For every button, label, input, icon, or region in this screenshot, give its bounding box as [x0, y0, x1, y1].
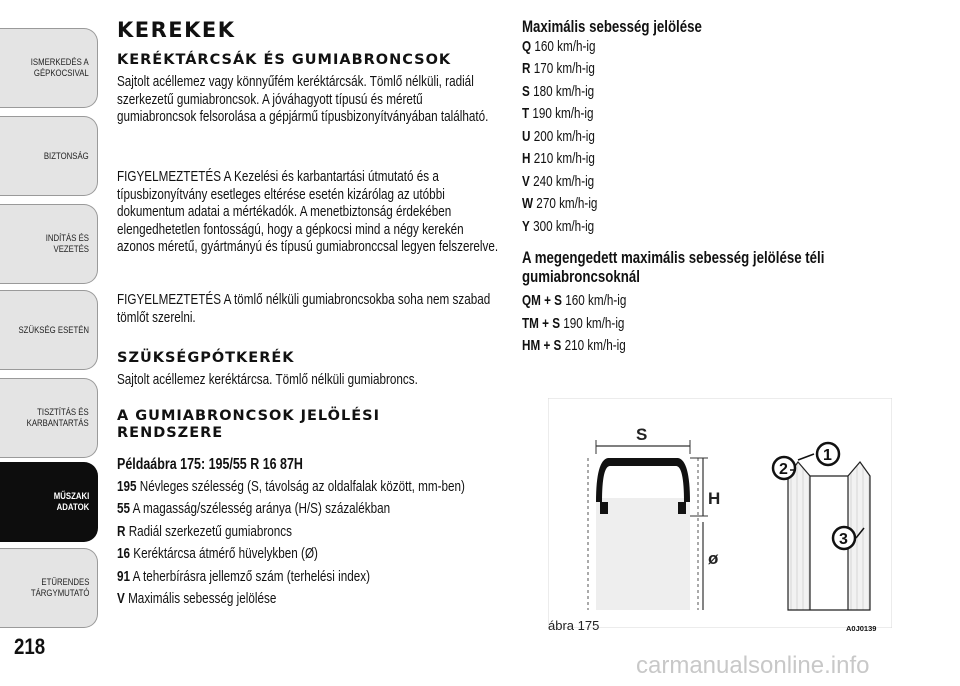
list-item: [117, 543, 502, 566]
list-item: T 190 km/h-ig: [522, 105, 594, 122]
item-code: 91: [117, 567, 131, 585]
tab-biztonsag[interactable]: [0, 116, 98, 196]
right-column: [522, 18, 922, 358]
tab-label: TISZTÍTÁS ÉS KARBANTARTÁS: [26, 407, 89, 429]
height-label: H: [708, 489, 721, 508]
list-item: [117, 588, 502, 611]
item-text: Maximális sebesség jelölése: [128, 590, 277, 607]
tab-label: ISMERKEDÉS A GÉPKOCSIVAL: [30, 57, 89, 79]
marking-heading: A GUMIABRONCSOK JELÖLÉSI RENDSZERE: [117, 408, 380, 441]
list-item: [117, 498, 502, 521]
item-code: 16: [117, 545, 131, 562]
list-item: R 170 km/h-ig: [522, 60, 595, 77]
tab-targymutato[interactable]: [0, 548, 98, 628]
item-code: V: [117, 590, 125, 607]
list-item: [117, 521, 502, 544]
list-item: HM + S 210 km/h-ig: [522, 337, 626, 354]
paragraph-text: Sajtolt acéllemez vagy könnyűfém keréktárcsák. Tömlő nélküli, radiál szerkezetű gumiabroncsok. A jóváhagyott típusú és méretű gumiabroncsok felsorolása a gépjármű típusbizonyítványában található.: [117, 73, 489, 125]
speed-list: [522, 36, 922, 239]
winter-list: [522, 290, 922, 358]
marking-list: [117, 476, 502, 611]
item-code: 55: [117, 500, 131, 517]
paragraph-text: Sajtolt acéllemez keréktárcsa. Tömlő nélküli gumiabroncs.: [117, 371, 418, 388]
tab-label: INDÍTÁS ÉS VEZETÉS: [45, 233, 89, 255]
paragraph-text: FIGYELMEZTETÉS A Kezelési és karbantartási útmutató és a típusbizonyítvány esetleges eltérése esetén kizárólag az utóbbi dokumentum adatai a mértékadók. A menetbiztonság érdekében elengedhetetlen fontosságú, hogy a gépkocsi mind a négy kerekén azonos méretű, gyártmányú és típusú gumiabronccsal legyen felszerelve.: [117, 168, 499, 255]
paragraph-warning-2: [117, 291, 502, 339]
diameter-label: ø: [708, 549, 719, 568]
figure-code: A0J0139: [846, 624, 877, 633]
example-text: Példaábra 175: 195/55 R 16 87H: [117, 456, 303, 473]
item-text: Névleges szélesség (S, távolság az oldalfalak között, mm-ben): [139, 477, 465, 495]
list-item: V 240 km/h-ig: [522, 172, 595, 190]
winter-heading: A megengedett maximális sebesség jelölése téli gumiabroncsoknál: [522, 248, 825, 286]
callout-1: 1: [823, 447, 832, 464]
callout-3: 3: [839, 531, 848, 548]
tire-cross-section-figure: [548, 398, 892, 628]
tab-ismerkedes[interactable]: [0, 28, 98, 108]
tab-inditas[interactable]: [0, 204, 98, 284]
item-text: Radiál szerkezetű gumiabroncs: [128, 522, 292, 540]
item-text: A magasság/szélesség aránya (H/S) százalékban: [132, 500, 391, 517]
page-title: KEREKEK: [117, 18, 236, 42]
figure-caption: ábra 175: [548, 618, 600, 633]
tab-label: MŰSZAKI ADATOK: [53, 491, 89, 513]
list-item: H 210 km/h-ig: [522, 150, 595, 167]
paragraph-text: FIGYELMEZTETÉS A tömlő nélküli gumiabroncsokba soha nem szabad tömlőt szerelni.: [117, 291, 491, 326]
tab-szukseg[interactable]: [0, 290, 98, 370]
tab-muszaki-adatok[interactable]: [0, 462, 98, 542]
tab-label: SZÜKSÉG ESETÉN: [18, 324, 89, 336]
list-item: S 180 km/h-ig: [522, 82, 595, 100]
spare-heading: SZÜKSÉGPÓTKERÉK: [117, 350, 295, 366]
speed-heading: Maximális sebesség jelölése: [522, 17, 702, 36]
list-item: Q 160 km/h-ig: [522, 37, 596, 55]
tab-label: BIZTONSÁG: [44, 150, 89, 162]
paragraph-warning-1: [117, 168, 502, 280]
example-heading: [117, 456, 502, 474]
tab-tisztitas[interactable]: [0, 378, 98, 458]
list-item: U 200 km/h-ig: [522, 127, 595, 145]
tab-label: ETŰRENDES TÁRGYMUTATÓ: [30, 577, 89, 599]
list-item: [117, 476, 502, 499]
callout-2: 2: [779, 461, 788, 478]
list-item: TM + S 190 km/h-ig: [522, 314, 625, 332]
rims-heading: KERÉKTÁRCSÁK ÉS GUMIABRONCSOK: [117, 52, 452, 68]
list-item: [117, 566, 502, 589]
item-code: 195: [117, 477, 137, 495]
item-text: Keréktárcsa átmérő hüvelykben (Ø): [133, 545, 318, 562]
page-number: 218: [14, 634, 46, 659]
list-item: QM + S 160 km/h-ig: [522, 292, 627, 309]
item-code: R: [117, 522, 126, 540]
paragraph-rims: [117, 73, 502, 157]
left-column: [117, 18, 502, 611]
width-label: S: [636, 425, 648, 444]
item-text: A teherbírásra jellemző szám (terhelési index): [132, 567, 370, 585]
paragraph-spare: [117, 371, 502, 397]
list-item: W 270 km/h-ig: [522, 195, 598, 212]
watermark: carmanualsonline.info: [636, 652, 870, 679]
list-item: Y 300 km/h-ig: [522, 217, 595, 235]
